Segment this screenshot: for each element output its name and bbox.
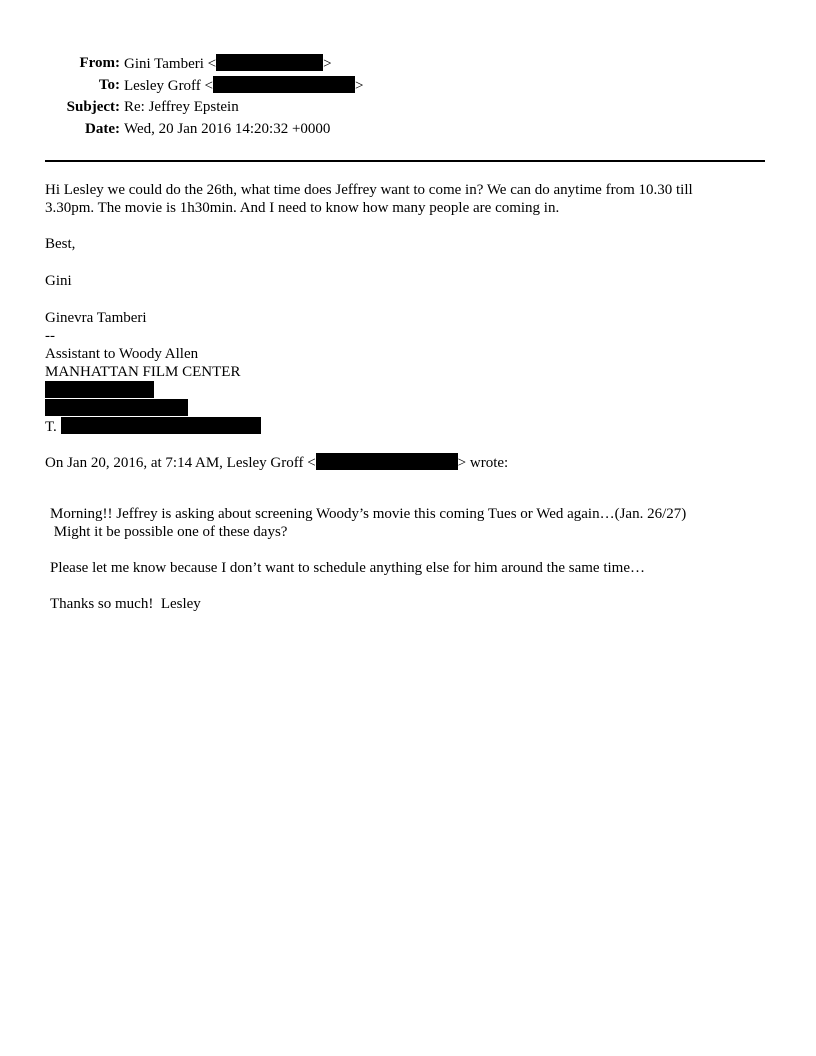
quoted-line: Thanks so much! Lesley: [50, 596, 201, 612]
quote-intro-prefix: On Jan 20, 2016, at 7:14 AM, Lesley Groff <: [45, 455, 316, 471]
sender-name: Gini: [45, 273, 72, 289]
closing: Best,: [45, 236, 76, 252]
redaction: [316, 453, 458, 470]
to-value: Lesley Groff < >: [124, 78, 364, 94]
subject-label: Subject:: [66, 99, 120, 115]
subject-value: Re: Jeffrey Epstein: [124, 99, 239, 115]
redaction: [45, 381, 154, 398]
from-value: Gini Tamberi < >: [124, 56, 332, 72]
signature-org: MANHATTAN FILM CENTER: [45, 364, 241, 380]
redaction: [45, 399, 188, 416]
body-line: 3.30pm. The movie is 1h30min. And I need to know how many people are coming in.: [45, 200, 560, 216]
phone-label: T.: [45, 419, 57, 435]
quote-intro-suffix: > wrote:: [457, 455, 509, 471]
to-label: To:: [98, 77, 120, 93]
redaction: [216, 54, 323, 71]
date-label: Date:: [85, 121, 120, 137]
to-name: Lesley Groff: [124, 78, 201, 94]
redaction: [61, 417, 261, 434]
header-divider: [45, 160, 765, 162]
signature-separator: --: [45, 328, 55, 344]
redaction: [213, 76, 355, 93]
quote-intro: [45, 453, 508, 472]
body-line: Hi Lesley we could do the 26th, what time does Jeffrey want to come in? We can do anytime from 10.30 till: [45, 182, 693, 198]
signature-title: Assistant to Woody Allen: [45, 346, 199, 362]
signature-name: Ginevra Tamberi: [45, 310, 147, 326]
from-name: Gini Tamberi: [124, 56, 204, 72]
quoted-line: Morning!! Jeffrey is asking about screening Woody’s movie this coming Tues or Wed again…(Jan. 26/27): [50, 506, 687, 522]
quoted-line: Might it be possible one of these days?: [50, 524, 288, 540]
quoted-line: Please let me know because I don’t want to schedule anything else for him around the same time…: [50, 560, 645, 576]
from-label: From:: [79, 55, 120, 71]
signature-phone: [45, 417, 261, 436]
date-value: Wed, 20 Jan 2016 14:20:32 +0000: [124, 121, 331, 137]
